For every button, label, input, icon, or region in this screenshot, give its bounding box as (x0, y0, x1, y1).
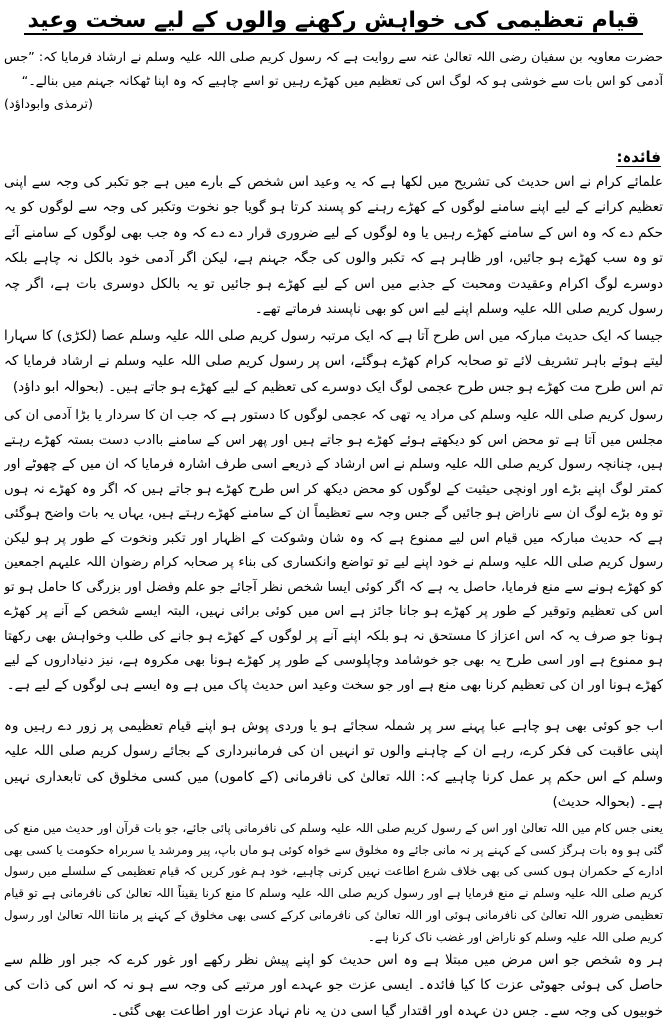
paragraph-2-text: جیسا کہ ایک حدیث مبارکہ میں اس طرح آتا ہے کہ ایک مرتبہ رسول کریم صلی اللہ علیہ وسلم عصا (لکڑی) کا سہارا لیتے ہوئے باہر تشریف لائے تو صحابہ کرام کھڑے ہوگئے، اس پر رسول کریم صلی اللہ علیہ وسلم نے ارشاد فرمایا کہ تم اس طرح مت کھڑے ہو جس طرح عجمی لوگ ایک دوسرے کی تعظیم کے لیے کھڑے ہو جاتے ہیں۔ (4, 328, 663, 395)
page-title (0, 4, 667, 38)
hadith-reference: (ترمذی وابوداؤد) (4, 97, 93, 113)
hadith-text: حضرت معاویہ بن سفیان رضی اللہ تعالیٰ عنہ سے روایت ہے کہ رسول کریم صلی اللہ علیہ وسلم نے ارشاد فرمایا کہ: ”جس آدمی کو اس بات سے خوشی ہو کہ لوگ اس کی تعظیم میں کھڑے رہیں تو اسے چاہیے کہ وہ اپنا ٹھکانہ جہنم میں بنالے۔“ (4, 50, 663, 89)
paragraph-2 (4, 324, 663, 404)
paragraph-1 (4, 170, 663, 324)
paragraph-3 (4, 404, 663, 714)
hadith-paragraph (4, 46, 663, 126)
paragraph-6 (4, 948, 663, 1024)
paragraph-4 (4, 714, 663, 818)
faida-heading-text: فائدہ: (616, 148, 661, 166)
page-title-text: قیام تعظیمی کی خواہش رکھنے والوں کے لیے سخت وعید (24, 8, 644, 35)
paragraph-4-reference: (بحوالہ حدیث) (552, 794, 635, 811)
faida-heading (616, 146, 661, 168)
paragraph-3-text: رسول کریم صلی اللہ علیہ وسلم کی مراد یہ تھی کہ عجمی لوگوں کا دستور ہے کہ جب ان کا سردار یا بڑا آدمی ان کی مجلس میں آتا ہے تو محض اس کو دیکھتے ہوئے کھڑے ہو جاتے ہیں اور پھر اس کے سامنے باادب دست بستہ کھڑے رہتے ہیں، چنانچہ رسول کریم صلی اللہ علیہ وسلم نے اس ارشاد کے ذریعے اسی طرف اشارہ فرمایا کہ ان میں کے چھوٹے اور کمتر لوگ اپنے بڑے اور اونچی حیثیت کے لوگوں کو محض دیکھ کر اس طرح کھڑے ہو جاتے ہیں کہ اگر وہ کھڑے نہ ہوں تو وہ بڑے لوگ ان سے ناراض ہو جائیں گے جس وجہ سے تعظیماً ان کے سامنے کھڑے رہتے ہیں، یہاں یہ بات واضح ہوگئی ہے کہ حدیث مبارکہ میں قیام اس لیے ممنوع ہے کہ وہ شان وشوکت کے اظہار اور تکبر ونخوت کے طور پر ہو لیکن رسول کریم صلی اللہ علیہ وسلم نے خود اپنے لیے تو تواضع وانکساری کی بناء پر صحابہ کرام رضوان اللہ علیہم اجمعین کو کھڑے ہونے سے منع فرمایا، حاصل یہ ہے کہ اگر کوئی ایسا شخص نظر آجائے جو علم وفضل اور بزرگی کا حامل ہو تو اس کی تعظیم وتوقیر کے طور پر کھڑے ہو جانا جائز ہے اس میں کوئی برائی نہیں، البتہ ایسے شخص کے آنے پر کھڑے ہونا جو صرف یہ کہ اس اعزاز کا مستحق نہ ہو بلکہ اپنے آنے پر لوگوں کے کھڑے ہو جانے کی طلب وخواہش بھی رکھتا ہو ممنوع ہے اور اسی طرح یہ بھی جو خوشامد وچاپلوسی کے طور پر کھڑے ہونا بھی مکروہ ہے، نیز دنیاداروں کے لیے کھڑے ہونا اور ان کی تعظیم کرنا بھی منع ہے اور جو سخت وعید اس حدیث پاک میں ہے وہ ایسے ہی لوگوں کے لیے ہے۔ (4, 408, 663, 693)
paragraph-5 (4, 818, 663, 948)
paragraph-6-text: ہر وہ شخص جو اس مرض میں مبتلا ہے وہ اس حدیث کو اپنے پیش نظر رکھے اور غور کرے کہ جبر اور ظلم سے حاصل کی ہوئی جھوٹی عزت کا کیا فائدہ۔ ایسی عزت جو عہدے اور مرتبے کی وجہ سے ہو نہ کہ اس کی ذات کی خوبیوں کی وجہ سے۔ جس دن عہدہ اور اقتدار گیا اسی دن یہ نام نہاد عزت اور اطاعت بھی گئی۔ (4, 952, 663, 1019)
paragraph-4-text: اب جو کوئی بھی ہو چاہے عبا پہنے سر پر شملہ سجائے ہو یا وردی پوش ہو اپنے قیام تعظیمی پر زور دے رہیں وہ اپنی عاقبت کی فکر کرے، رہے ان کے چاہنے والوں تو انہیں ان کی فرمانبرداری کے بجائے رسول کریم صلی اللہ علیہ وسلم کے اس حکم پر عمل کرنا چاہیے کہ: اللہ تعالیٰ کی نافرمانی (کے کاموں) میں کسی مخلوق کی تابعداری نہیں ہے۔ (4, 718, 663, 811)
paragraph-5-text: یعنی جس کام میں اللہ تعالیٰ اور اس کے رسول کریم صلی اللہ علیہ وسلم کی نافرمانی پائی جائے، جو بات قرآن اور حدیث میں منع کی گئی ہو وہ بات ہرگز کسی کے کہنے پر نہ مانی جائے وہ مخلوق سے خواہ کوئی ہو ماں باپ، پیر ومرشد یا سربراہ حکومت یا کسی بھی ادارے کے حکمران ہوں کسی کی بھی خلاف شرع اطاعت نہیں کرنی چاہیے، خود ہم غور کریں کہ قیام تعظیمی کے سلسلے میں رسول کریم صلی اللہ علیہ وسلم نے منع فرمایا ہے اور رسول کریم صلی اللہ علیہ وسلم کا منع کرنا یقیناً اللہ تعالیٰ کی نافرمانی ہے تو قیام تعظیمی ضرور اللہ تعالیٰ کی نافرمانی ہوئی اور اللہ تعالیٰ کی نافرمانی کرکے کسی بھی مخلوق کے کہنے پر مانتا اللہ تعالیٰ اور رسول کریم صلی اللہ علیہ وسلم کو ناراض اور غضب ناک کرنا ہے۔ (4, 821, 663, 944)
paragraph-2-reference: (بحوالہ ابو داؤد) (12, 378, 104, 395)
paragraph-1-text: علمائے کرام نے اس حدیث کی تشریح میں لکھا ہے کہ یہ وعید اس شخص کے بارے میں ہے جو تکبر کی وجہ سے اپنی تعظیم کرانے کے لیے اپنے سامنے لوگوں کے کھڑے رہنے کو پسند کرتا ہو گویا جو نخوت وتکبر کی وجہ سے لوگوں کو یہ حکم دے کہ وہ اس کے سامنے کھڑے رہیں یا وہ لوگوں کے لیے ضروری قرار دے دے کہ وہ جب بھی لوگوں کے سامنے آئے تو وہ سب کھڑے ہو جائیں، اور ظاہر ہے کہ تکبر والوں کی جگہ جہنم ہے، لیکن اگر آدمی خود بالکل نہ چاہے بلکہ دوسرے لوگ اکرام وعقیدت ومحبت کے جذبے میں اس کے لیے کھڑے ہو جائیں تو یہ بالکل دوسری بات ہے، اگر چہ رسول کریم صلی اللہ علیہ وسلم اپنے لیے اس کو بھی ناپسند فرماتے تھے۔ (4, 174, 663, 318)
